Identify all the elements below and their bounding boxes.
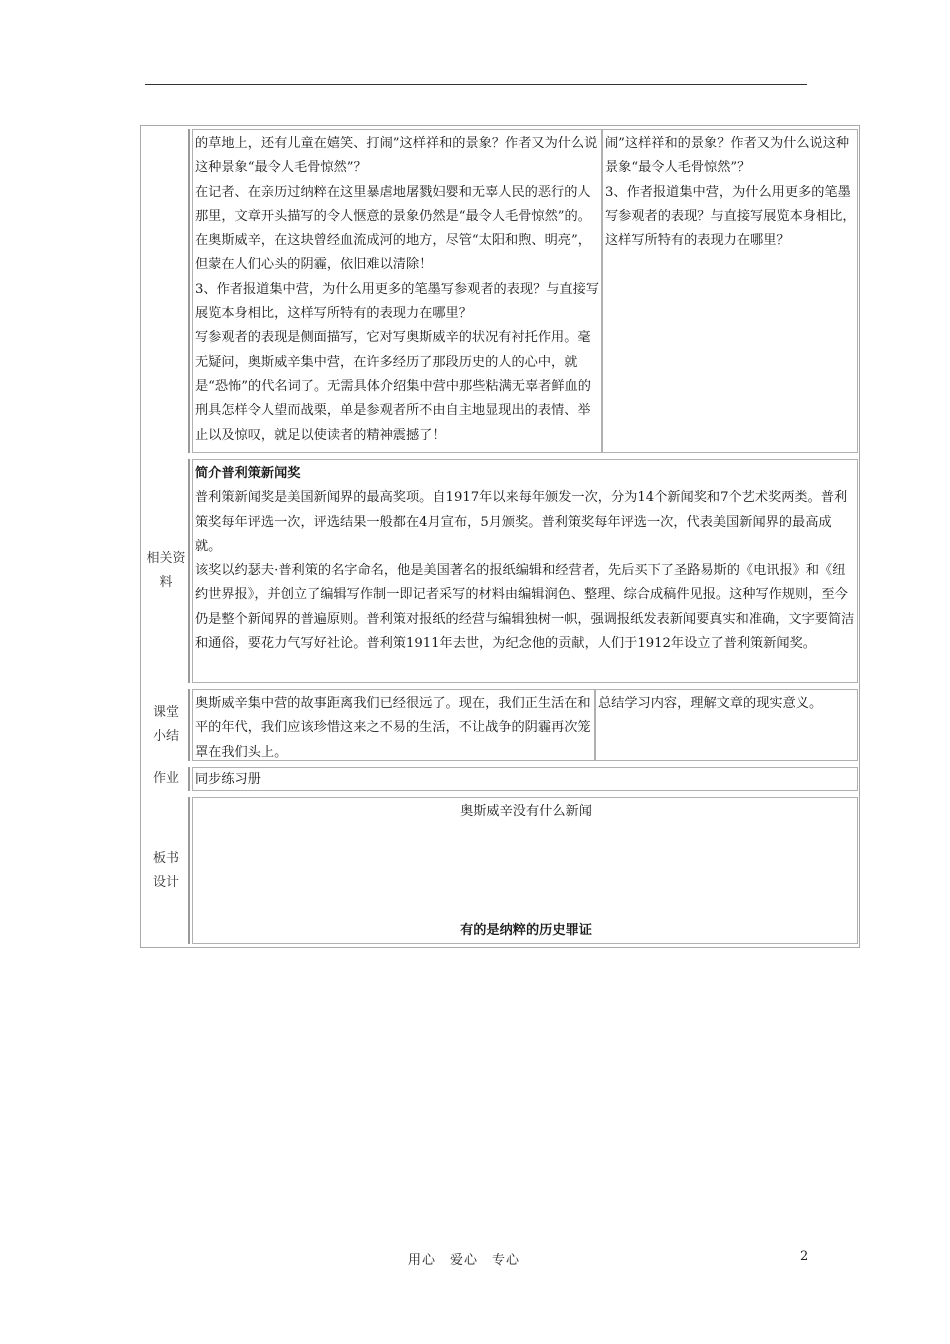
answer-paragraph: 写参观者的表现是侧面描写，它对写奥斯威辛的状况有衬托作用。毫无疑问，奥斯威辛集中营，在许多经历了那段历史的人的心中，就是“恐怖”的代名词了。无需具体介绍集中营中那些粘满无辜者鲜血的刑具怎样令人望而战栗，单是参观者所不由自主地显现出的表情、举止以及惊叹，就足以使读者的精神震撼了！ (195, 330, 591, 443)
class-summary-text: 奥斯威辛集中营的故事距离我们已经很远了。现在，我们正生活在和平的年代，我们应该珍惜这来之不易的生活，不让战争的阴霾再次笼罩在我们头上。 (195, 696, 591, 760)
row-related-materials (141, 456, 859, 686)
class-summary-label: 课堂小结 (144, 689, 190, 761)
answer-paragraph: 的草地上，还有儿童在嬉笑、打闹”这样祥和的景象？作者又为什么说这种景象“最令人毛骨惊然”？ (195, 136, 598, 176)
footer-motto: 用心 爱心 专心 (408, 1253, 521, 1268)
related-materials-heading: 简介普利策新闻奖 (195, 466, 301, 481)
header-rule (145, 84, 807, 85)
question-paragraph: 3、作者报道集中营，为什么用更多的笔墨写参观者的表现？与直接写展览本身相比，这样写所特有的表现力在哪里？ (605, 184, 856, 249)
board-design-bottom: 有的是纳粹的历史罪证 (460, 923, 592, 938)
questions-cell (602, 129, 858, 453)
row-questions (141, 126, 859, 456)
class-summary-goal: 总结学习内容，理解文章的现实意义。 (598, 696, 823, 711)
row-questions-label (144, 129, 190, 453)
class-summary-goal-cell (595, 689, 858, 761)
class-summary-text-cell (192, 689, 595, 761)
board-design-title: 奥斯威辛没有什么新闻 (460, 804, 592, 819)
related-materials-paragraph: 普利策新闻奖是美国新闻界的最高奖项。自1917年以来每年颁发一次，分为14个新闻奖和7个艺术奖两类。普利策奖每年评选一次，评选结果一般都在4月宣布，5月颁奖。普利策奖每年评选一次，代表美国新闻界的最高成就。 (195, 490, 848, 554)
question-paragraph: 闹”这样祥和的景象？作者又为什么说这种景象“最令人毛骨惊然”？ (605, 136, 850, 176)
homework-label: 作业 (144, 767, 190, 791)
board-design-label: 板书设计 (144, 797, 190, 944)
lesson-plan-table (140, 125, 860, 948)
homework-cell (192, 767, 858, 791)
answer-paragraph: 在记者、在亲历过纳粹在这里暴虐地屠戮妇婴和无辜人民的恶行的人那里，文章开头描写的令人惬意的景象仍然是“最令人毛骨惊然”的。在奥斯威辛，在这块曾经血流成河的地方，尽管“太阳和煦、明亮”，但蒙在人们心头的阴霾，依旧难以清除！ (195, 184, 591, 273)
related-materials-cell (192, 459, 858, 683)
answer-paragraph: 3、作者报道集中营，为什么用更多的笔墨写参观者的表现？与直接写展览本身相比，这样写所特有的表现力在哪里？ (195, 281, 600, 322)
page-number: 2 (800, 1249, 809, 1264)
row-board-design (141, 794, 859, 947)
page-footer (0, 1249, 950, 1269)
homework-content: 同步练习册 (195, 772, 261, 787)
related-materials-label: 相关资料 (144, 459, 190, 683)
row-class-summary (141, 686, 859, 764)
related-materials-paragraph: 该奖以约瑟夫·普利策的名字命名，他是美国著名的报纸编辑和经营者，先后买下了圣路易斯的《电讯报》和《纽约世界报》，并创立了编辑写作制一即记者采写的材料由编辑润色、整理、综合成稿件见报。这种写作规则，至今仍是整个新闻界的普遍原则。普利策对报纸的经营与编辑独树一帜，强调报纸发表新闻要真实和准确，文字要简洁和通俗，要花力气写好社论。普利策1911年去世，为纪念他的贡献，人们于1912年设立了普利策新闻奖。 (195, 563, 855, 652)
board-design-cell (192, 797, 858, 944)
row-homework (141, 764, 859, 794)
questions-answer-cell (192, 129, 602, 453)
